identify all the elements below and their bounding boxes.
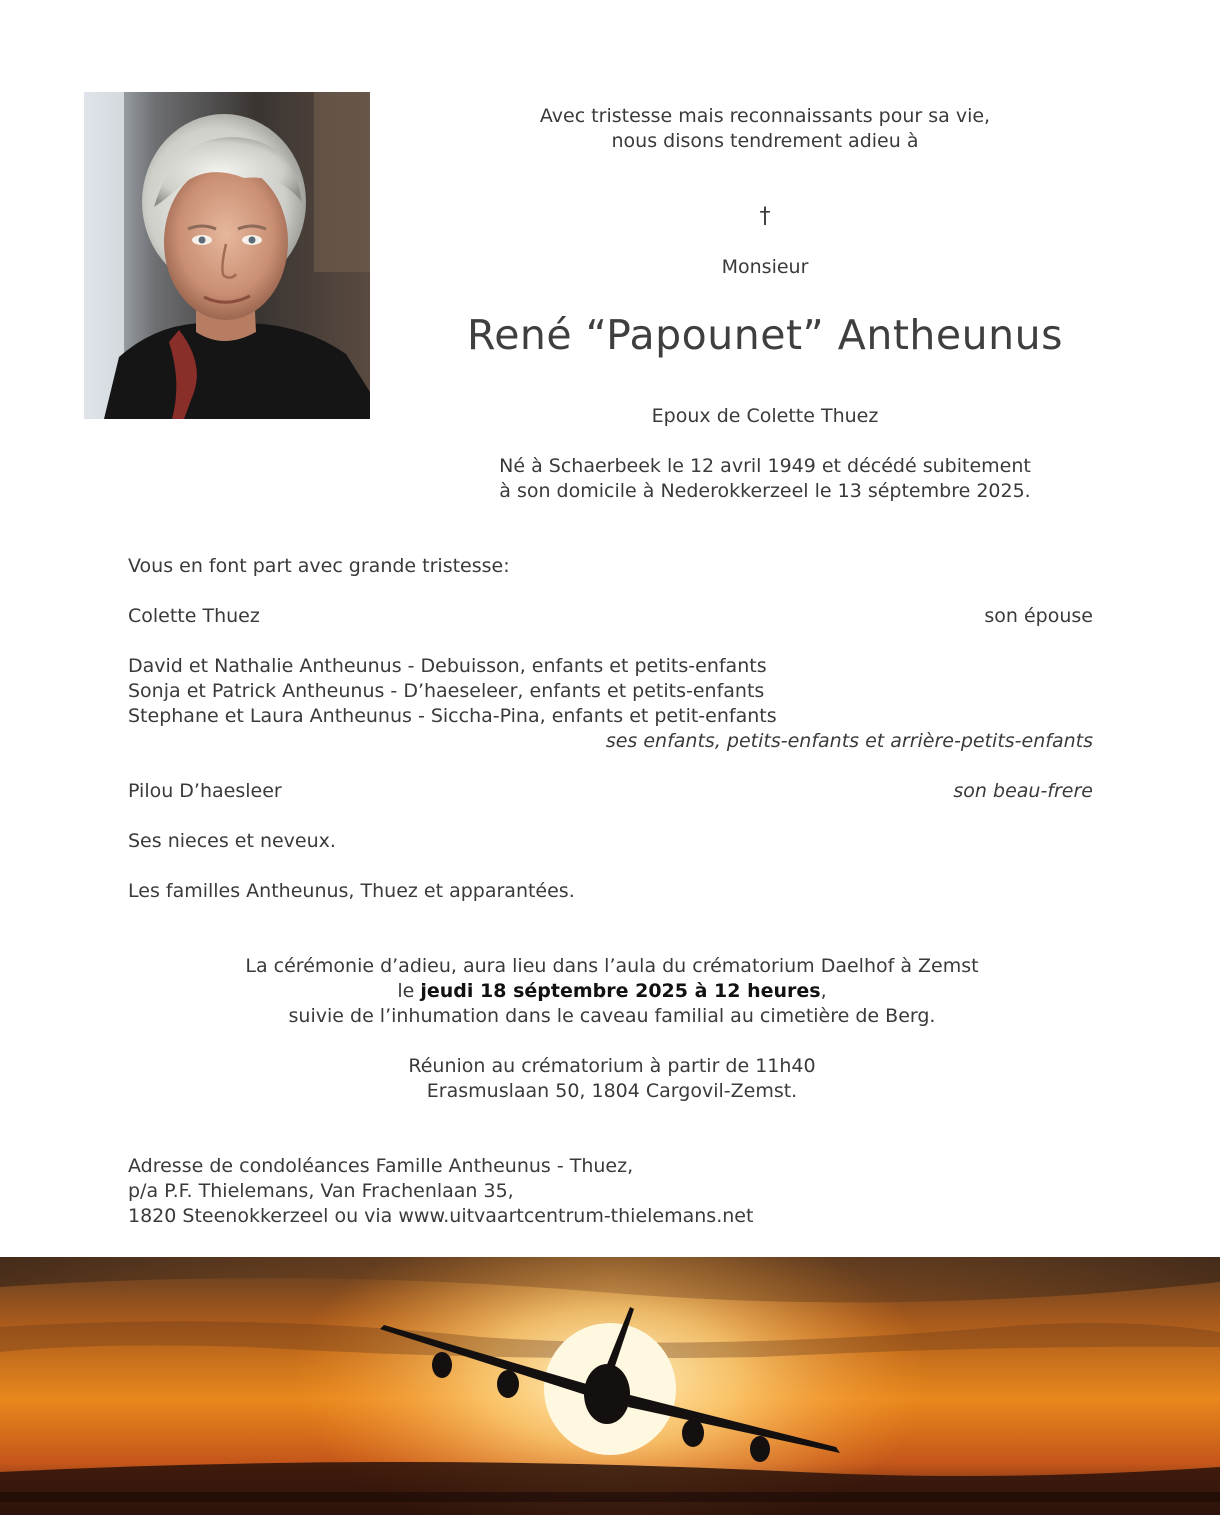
wife-role: son épouse <box>984 605 1093 627</box>
nieces-line: Ses nieces et neveux. <box>128 830 336 852</box>
ceremony-date: jeudi 18 séptembre 2025 à 12 heures <box>420 980 821 1002</box>
birth-line-1: Né à Schaerbeek le 12 avril 1949 et décédé subitement <box>499 455 1031 477</box>
ceremony-line-3: suivie de l’inhumation dans le caveau familial au cimetière de Berg. <box>288 1005 936 1027</box>
ceremony-line-2 <box>100 979 1124 1004</box>
intro-text <box>460 104 1070 154</box>
deceased-name: René “Papounet” Antheunus <box>467 311 1063 359</box>
ceremony-line-1: La cérémonie d’adieu, aura lieu dans l’aula du crématorium Daelhof à Zemst <box>245 955 979 977</box>
spouse-line: Epoux de Colette Thuez <box>651 405 879 427</box>
ceremony-date-prefix: le <box>397 980 421 1002</box>
cross-symbol: † <box>759 204 771 229</box>
intro-line-2: nous disons tendrement adieu à <box>611 130 919 152</box>
portrait-photo <box>84 92 370 419</box>
birth-death-info <box>460 454 1070 504</box>
brother-in-law-role: son beau-frere <box>953 780 1093 802</box>
birth-line-2: à son domicile à Nederokkerzeel le 13 séptembre 2025. <box>499 480 1031 502</box>
condolence-address <box>128 1154 1028 1229</box>
portrait-image <box>84 92 370 419</box>
reunion-line-2: Erasmuslaan 50, 1804 Cargovil-Zemst. <box>426 1080 798 1102</box>
address-line-3: 1820 Steenokkerzeel ou via www.uitvaartcentrum-thielemans.net <box>128 1205 754 1227</box>
address-line-1: Adresse de condoléances Famille Antheunus - Thuez, <box>128 1155 634 1177</box>
ceremony-info <box>100 954 1124 1029</box>
child-line: Sonja et Patrick Antheunus - D’haeseleer, enfants et petits-enfants <box>128 680 765 702</box>
sunset-airplane-image <box>0 1257 1220 1515</box>
sunset-airplane-banner <box>0 1257 1220 1515</box>
reunion-info <box>100 1054 1124 1104</box>
ceremony-date-suffix: , <box>820 980 827 1002</box>
reunion-line-1: Réunion au crématorium à partir de 11h40 <box>408 1055 816 1077</box>
children-role: ses enfants, petits-enfants et arrière-petits-enfants <box>605 730 1093 752</box>
child-line: Stephane et Laura Antheunus - Siccha-Pina, enfants et petit-enfants <box>128 705 777 727</box>
family-row-brother-in-law <box>128 779 1093 804</box>
address-line-2: p/a P.F. Thielemans, Van Frachenlaan 35, <box>128 1180 514 1202</box>
family-row-wife <box>128 604 1093 629</box>
honorific-title: Monsieur <box>721 256 809 278</box>
children-list <box>128 654 1093 754</box>
intro-line-1: Avec tristesse mais reconnaissants pour sa vie, <box>539 105 991 127</box>
families-line: Les familles Antheunus, Thuez et apparantées. <box>128 880 575 902</box>
wife-name: Colette Thuez <box>128 605 260 627</box>
family-heading: Vous en font part avec grande tristesse: <box>128 555 510 577</box>
child-line: David et Nathalie Antheunus - Debuisson, enfants et petits-enfants <box>128 655 767 677</box>
brother-in-law-name: Pilou D’haesleer <box>128 780 282 802</box>
